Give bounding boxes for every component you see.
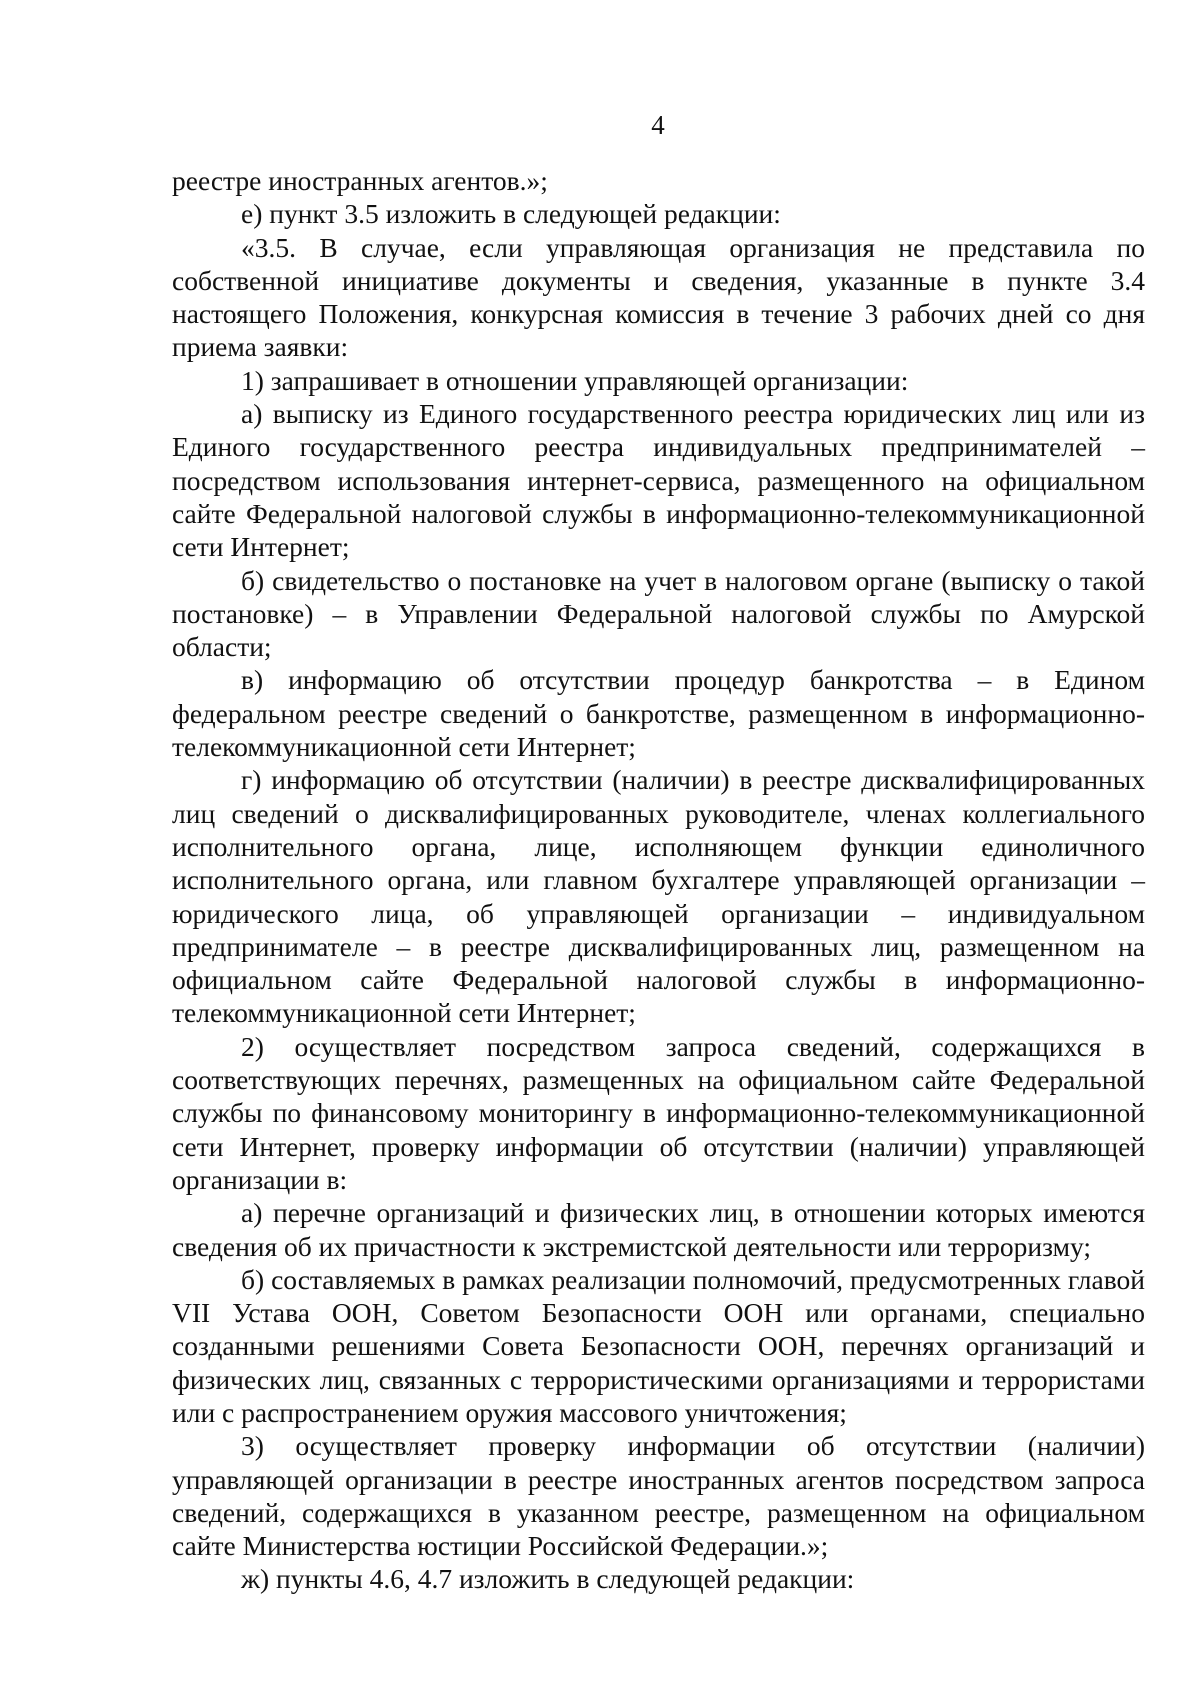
paragraph-4: 1) запрашивает в отношении управляющей организации:	[241, 364, 909, 396]
paragraph-6: б) свидетельство о постановке на учет в налоговом органе (выписку о такой постановке) – в Управлении Федеральной налоговой службы по Амурской области;	[172, 564, 1145, 663]
paragraph-9: 2) осуществляет посредством запроса сведений, содержащихся в соответствующих перечнях, размещенных на официальном сайте Федеральной службы по финансовому мониторингу в информационно-телекоммуникационной сети Интернет, проверку информации об отсутствии (наличии) управляющей организации в:	[172, 1030, 1145, 1195]
paragraph-13: ж) пункты 4.6, 4.7 изложить в следующей редакции:	[241, 1563, 855, 1595]
paragraph-7: в) информацию об отсутствии процедур банкротства – в Едином федеральном реестре сведений о банкротстве, размещенном в информационно-телекоммуникационной сети Интернет;	[172, 664, 1145, 763]
paragraph-2: е) пункт 3.5 изложить в следующей редакции:	[241, 198, 781, 230]
paragraph-1: реестре иностранных агентов.»;	[172, 165, 548, 196]
page-number: 4	[651, 110, 665, 140]
paragraph-3: «3.5. В случае, если управляющая организация не представила по собственной инициативе документы и сведения, указанные в пункте 3.4 настоящего Положения, конкурсная комиссия в течение 3 рабочих дней со дня приема заявки:	[172, 231, 1145, 363]
paragraph-11: б) составляемых в рамках реализации полномочий, предусмотренных главой VII Устава ООН, Советом Безопасности ООН или органами, специально созданными решениями Совета Безопасности ООН, перечнях организаций и физических лиц, связанных с террористическими организациями и террористами или с распространением оружия массового уничтожения;	[172, 1263, 1145, 1428]
paragraph-5: а) выписку из Единого государственного реестра юридических лиц или из Единого государственного реестра индивидуальных предпринимателей – посредством использования интернет-сервиса, размещенного на официальном сайте Федеральной налоговой службы в информационно-телекоммуникационной сети Интернет;	[172, 398, 1145, 563]
document-body	[172, 164, 1145, 1596]
paragraph-10: а) перечне организаций и физических лиц, в отношении которых имеются сведения об их причастности к экстремистской деятельности или терроризму;	[172, 1197, 1145, 1262]
paragraph-8: г) информацию об отсутствии (наличии) в реестре дисквалифицированных лиц сведений о дисквалифицированных руководителе, членах коллегиального исполнительного органа, лице, исполняющем функции единоличного исполнительного органа, или главном бухгалтере управляющей организации – юридического лица, об управляющей организации – индивидуальном предпринимателе – в реестре дисквалифицированных лиц, размещенном на официальном сайте Федеральной налоговой службы в информационно-телекоммуникационной сети Интернет;	[172, 764, 1145, 1029]
paragraph-12: 3) осуществляет проверку информации об отсутствии (наличии) управляющей организации в реестре иностранных агентов посредством запроса сведений, содержащихся в указанном реестре, размещенном на официальном сайте Министерства юстиции Российской Федерации.»;	[172, 1430, 1145, 1562]
